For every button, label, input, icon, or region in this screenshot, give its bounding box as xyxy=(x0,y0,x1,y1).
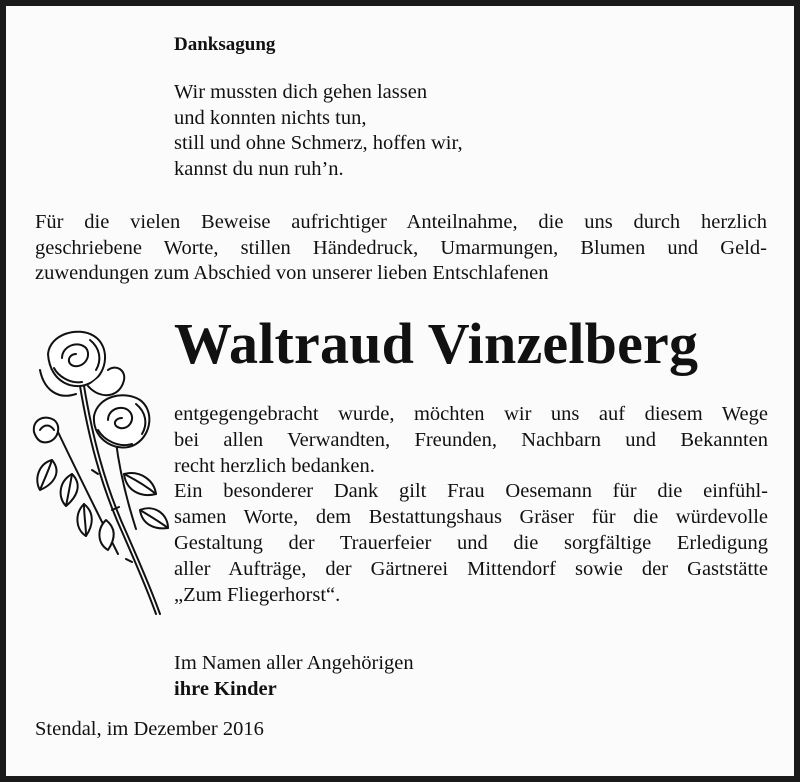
signature-name: ihre Kinder xyxy=(174,678,277,700)
poem xyxy=(174,80,463,182)
body-line: Gestaltung der Trauerfeier und die sorgfältige Erledigung xyxy=(174,531,768,554)
intro-line: geschriebene Worte, stillen Händedruck, Umarmungen, Blumen und Geld- xyxy=(35,236,767,259)
body-line: Ein besonderer Dank gilt Frau Oesemann für die einfühl- xyxy=(174,480,768,503)
signature-line: Im Namen aller Angehörigen xyxy=(174,652,414,674)
thanks-paragraph xyxy=(174,402,768,608)
intro-line: Für die vielen Beweise aufrichtiger Anteilnahme, die uns durch herzlich xyxy=(35,211,767,233)
poem-line: still und ohne Schmerz, hoffen wir, xyxy=(174,132,463,154)
body-line: bei allen Verwandten, Freunden, Nachbarn und Bekannten xyxy=(174,428,768,451)
poem-line: und konnten nichts tun, xyxy=(174,106,367,129)
intro-line: zuwendungen zum Abschied von unserer lieben Entschlafenen xyxy=(35,262,549,284)
intro-paragraph xyxy=(35,210,767,287)
poem-line: kannst du nun ruh’n. xyxy=(174,157,344,180)
body-line: aller Aufträge, der Gärtnerei Mittendorf sowie der Gaststätte xyxy=(174,557,768,580)
poem-line: Wir mussten dich gehen lassen xyxy=(174,81,428,103)
place-date: Stendal, im Dezember 2016 xyxy=(35,718,264,740)
body-line: recht herzlich bedanken. xyxy=(174,454,375,477)
body-line: „Zum Fliegerhorst“. xyxy=(174,583,341,606)
body-line: samen Worte, dem Bestattungshaus Gräser für die würdevolle xyxy=(174,506,768,529)
signature xyxy=(174,650,414,702)
heading: Danksagung xyxy=(174,34,276,55)
body-line: entgegengebracht wurde, möchten wir uns auf diesem Wege xyxy=(174,403,768,425)
roses-icon xyxy=(28,324,178,624)
deceased-name: Waltraud Vinzelberg xyxy=(174,311,699,376)
obituary-notice xyxy=(6,6,794,776)
